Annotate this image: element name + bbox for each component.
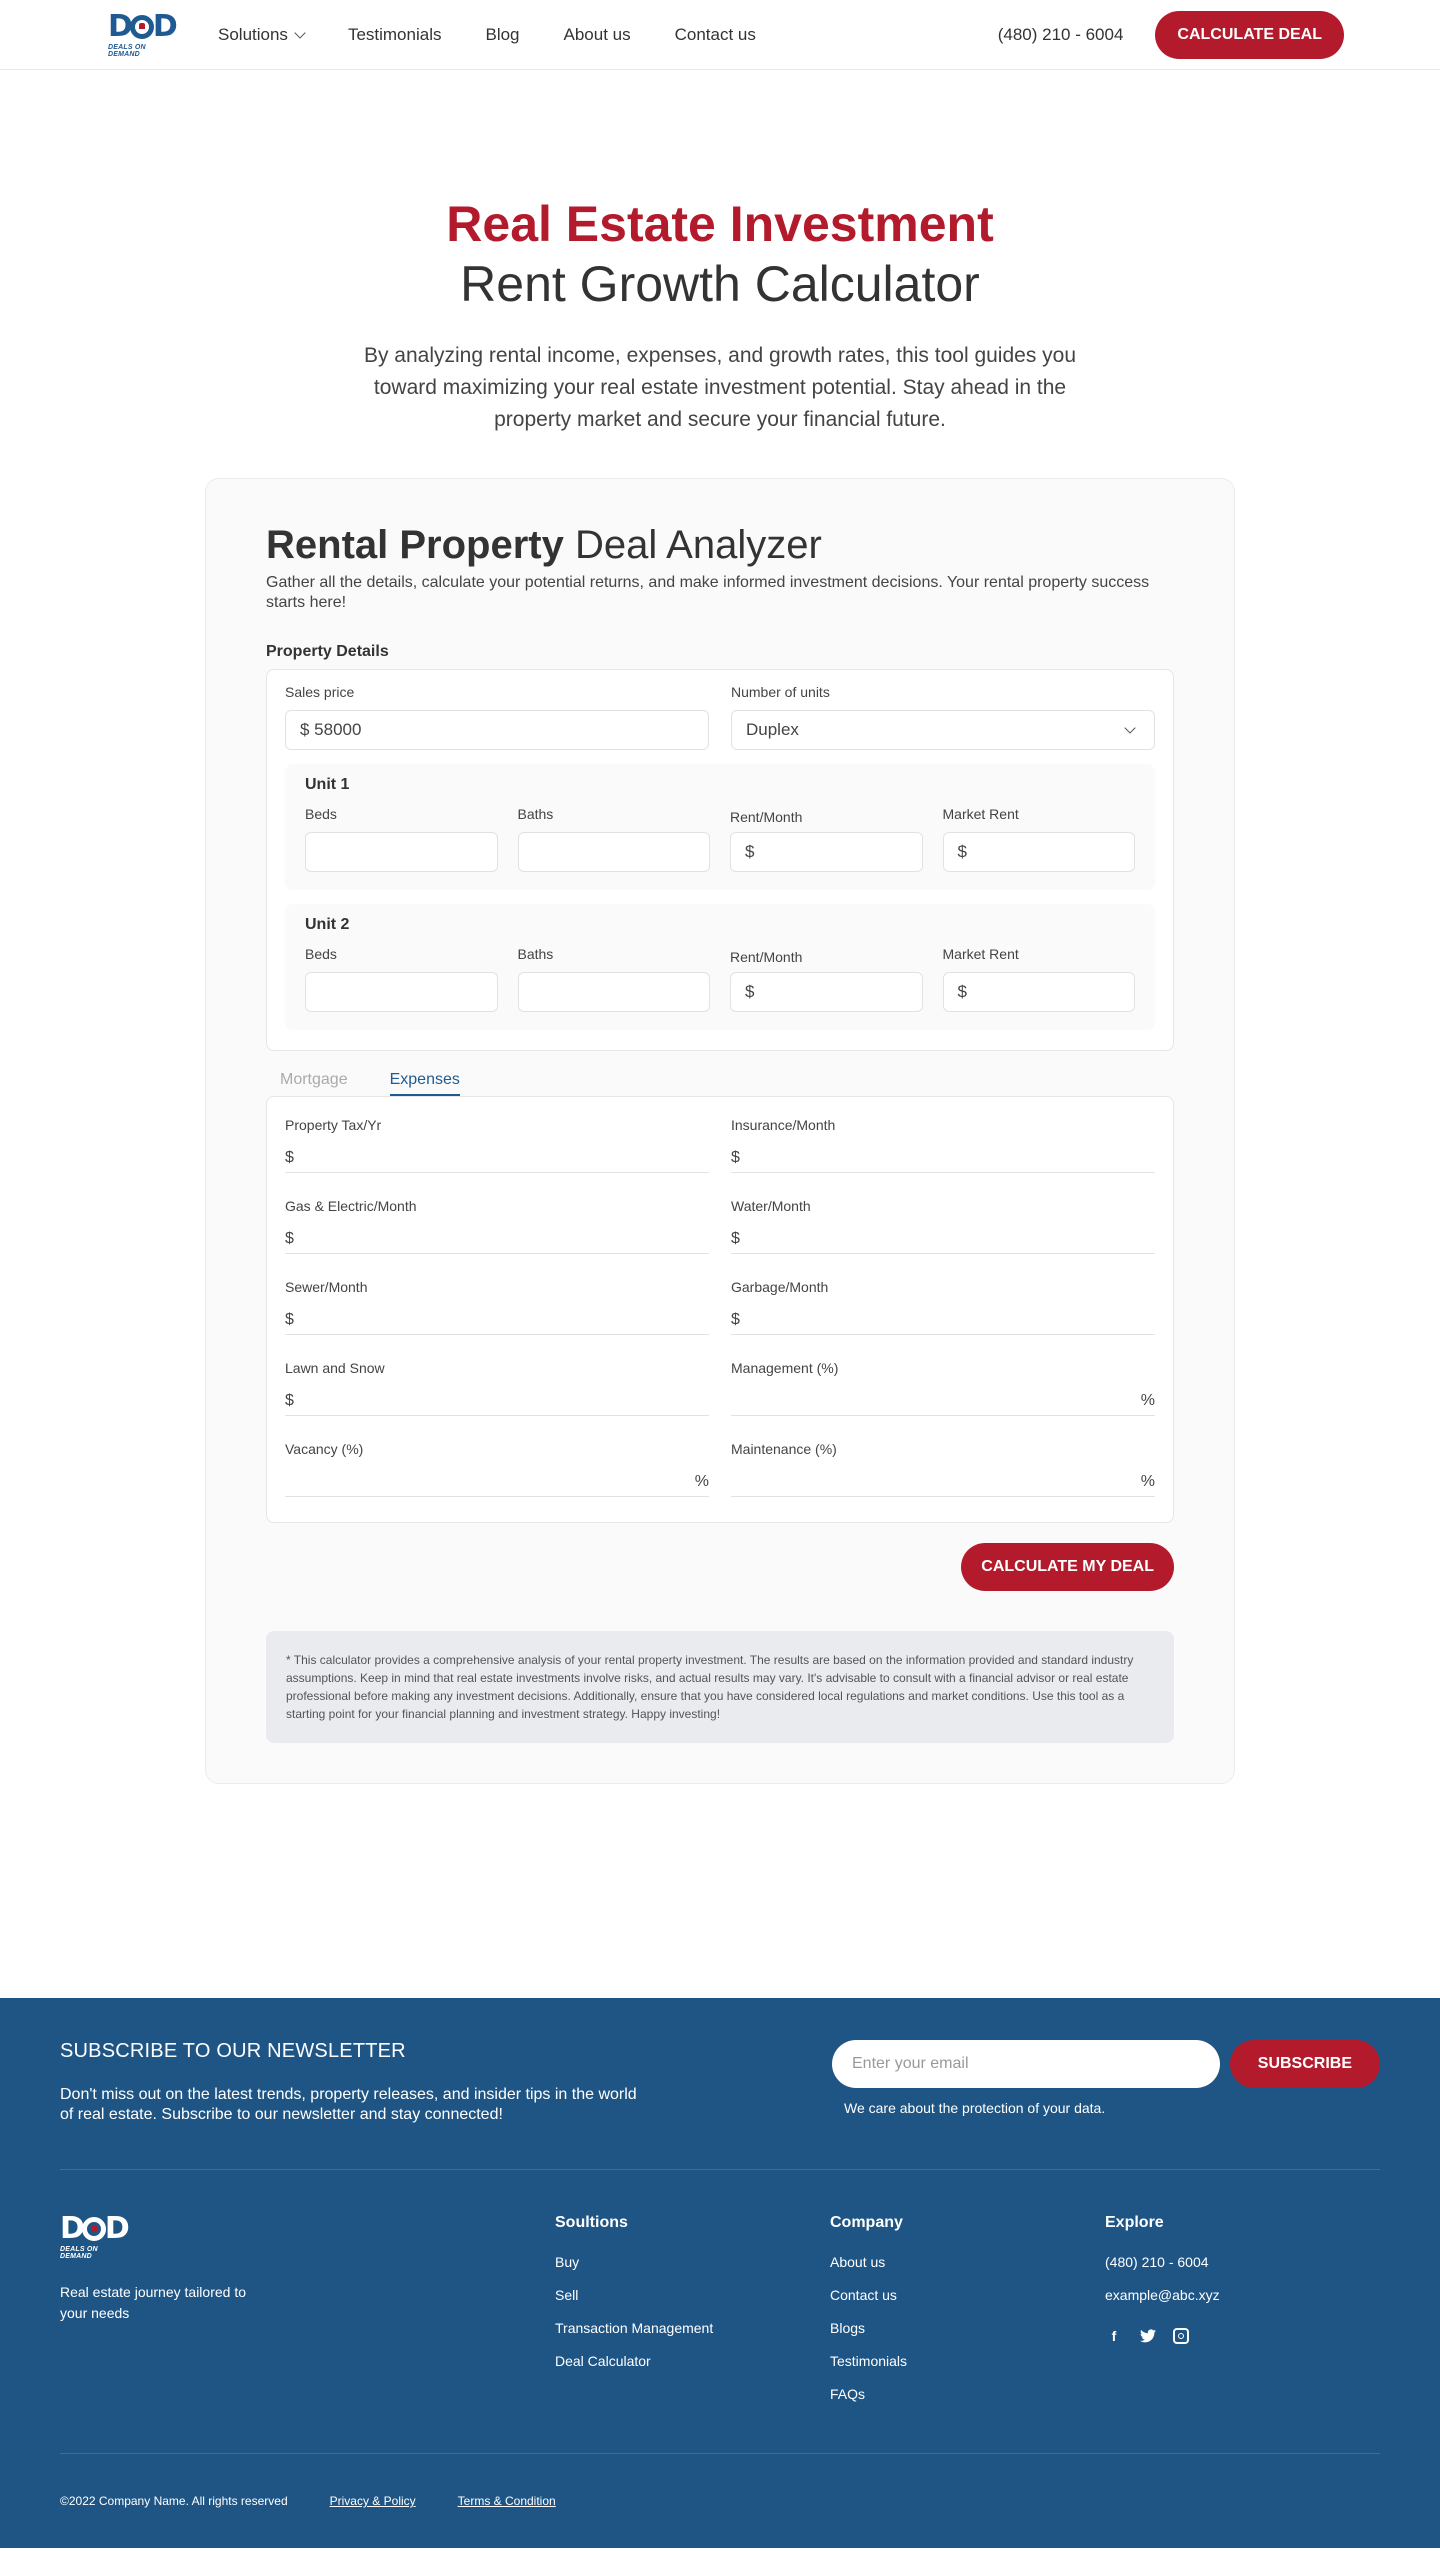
- expense-input[interactable]: [731, 1390, 1155, 1416]
- newsletter-note: We care about the protection of your data.: [844, 2100, 1106, 2116]
- nav-links: [218, 25, 756, 45]
- sales-price-group: [285, 684, 709, 750]
- calculate-deal-button[interactable]: CALCULATE DEAL: [1155, 11, 1344, 59]
- expense-label: Maintenance (%): [731, 1441, 837, 1457]
- unit-card: [285, 904, 1155, 1030]
- logo-tagline: DEALS ON DEMAND: [60, 2246, 98, 2260]
- calculate-my-deal-button[interactable]: CALCULATE MY DEAL: [961, 1543, 1174, 1591]
- expense-field: [285, 1279, 709, 1360]
- expense-prefix: $: [285, 1229, 294, 1247]
- newsletter: [60, 2040, 1380, 2170]
- footer-email[interactable]: example@abc.xyz: [1105, 2287, 1220, 2303]
- footer-link-transaction-management[interactable]: Transaction Management: [555, 2320, 714, 2336]
- logo-mark: D D: [60, 2211, 128, 2246]
- property-details-label: Property Details: [266, 643, 389, 660]
- top-nav: [0, 0, 1440, 70]
- footer-link-blogs[interactable]: Blogs: [830, 2320, 866, 2336]
- rent-input[interactable]: $: [730, 972, 923, 1012]
- analyzer-title-bold: Rental Property: [266, 523, 564, 567]
- expense-field: [731, 1441, 1155, 1522]
- sales-price-label: Sales price: [285, 684, 355, 700]
- expense-suffix: %: [1140, 1472, 1155, 1490]
- footer-explore-title: Explore: [1105, 2214, 1164, 2231]
- analyzer-intro: Gather all the details, calculate your potential returns, and make informed investment decisions. Your rental property success starts here!: [266, 574, 1150, 611]
- sales-price-input[interactable]: $ 58000: [285, 710, 709, 750]
- expense-input[interactable]: [731, 1147, 1155, 1173]
- beds-input[interactable]: [305, 972, 498, 1012]
- title-accent: Real Estate Investment: [446, 196, 994, 252]
- tab-expenses[interactable]: Expenses: [390, 1071, 460, 1096]
- footer-solutions: [555, 2214, 830, 2419]
- expense-input[interactable]: [285, 1147, 709, 1173]
- footer-link-buy[interactable]: Buy: [555, 2254, 580, 2270]
- expense-field: [285, 1360, 709, 1441]
- expense-field: [285, 1198, 709, 1279]
- expense-prefix: $: [731, 1310, 740, 1328]
- expense-input[interactable]: [731, 1309, 1155, 1335]
- beds-label: Beds: [305, 806, 337, 822]
- expense-prefix: $: [731, 1229, 740, 1247]
- baths-input[interactable]: [518, 972, 711, 1012]
- expense-label: Sewer/Month: [285, 1279, 368, 1295]
- expense-label: Insurance/Month: [731, 1117, 836, 1133]
- footer-link-deal-calculator[interactable]: Deal Calculator: [555, 2353, 651, 2369]
- newsletter-email-input[interactable]: Enter your email: [832, 2040, 1220, 2088]
- title-rest: Rent Growth Calculator: [460, 256, 980, 312]
- newsletter-text: Don't miss out on the latest trends, property releases, and insider tips in the world of real estate. Subscribe to our newsletter and stay connected!: [60, 2086, 637, 2123]
- page-title: [400, 194, 1040, 314]
- footer-phone[interactable]: (480) 210 - 6004: [1105, 2254, 1209, 2270]
- footer-link-contact[interactable]: Contact us: [830, 2287, 897, 2303]
- calc-wrap: [266, 1543, 1174, 1591]
- baths-label: Baths: [517, 946, 554, 962]
- footer-logo[interactable]: [60, 2211, 130, 2260]
- footer-link-about[interactable]: About us: [830, 2254, 886, 2270]
- footer-tagline: Real estate journey tailored to your needs: [60, 2284, 246, 2321]
- nav-link-solutions[interactable]: [218, 25, 304, 45]
- expense-field: [285, 1117, 709, 1198]
- rent-input[interactable]: $: [730, 832, 923, 872]
- property-details-box: [266, 669, 1174, 1051]
- copyright-row: [60, 2454, 1380, 2508]
- copyright: ©2022 Company Name. All rights reserved: [60, 2494, 288, 2508]
- twitter-icon[interactable]: [1139, 2327, 1157, 2345]
- unit-title: Unit 2: [305, 916, 350, 933]
- nav-link-testimonials[interactable]: Testimonials: [347, 24, 442, 44]
- footer-explore: [1105, 2214, 1380, 2419]
- units-select[interactable]: [731, 710, 1155, 750]
- footer-company: [830, 2214, 1105, 2419]
- hero-description: By analyzing rental income, expenses, and growth rates, this tool guides you toward maximizing your real estate investment potential. Stay ahead in the property market and secure your financial future.: [363, 344, 1077, 431]
- market-rent-input[interactable]: $: [943, 832, 1136, 872]
- footer: [0, 1998, 1440, 2548]
- chevron-down-icon: [1124, 722, 1135, 733]
- expense-prefix: $: [285, 1148, 294, 1166]
- analyzer-tabs: [266, 1071, 1174, 1096]
- expense-label: Garbage/Month: [731, 1279, 829, 1295]
- expense-prefix: $: [731, 1148, 740, 1166]
- expense-label: Vacancy (%): [285, 1441, 364, 1457]
- footer-company-title: Company: [830, 2214, 903, 2231]
- expense-input[interactable]: [285, 1471, 709, 1497]
- footer-link-sell[interactable]: Sell: [555, 2287, 579, 2303]
- units-label: Number of units: [731, 684, 830, 700]
- analyzer-title: [266, 521, 1174, 569]
- hero: [0, 70, 1440, 436]
- footer-link-testimonials[interactable]: Testimonials: [830, 2353, 908, 2369]
- expense-input[interactable]: [285, 1228, 709, 1254]
- expense-field: [731, 1360, 1155, 1441]
- market-rent-input[interactable]: $: [943, 972, 1136, 1012]
- analyzer-title-rest: Deal Analyzer: [574, 523, 822, 567]
- rent-label: Rent/Month: [730, 949, 803, 965]
- nav-right: [998, 11, 1344, 59]
- units-group: [731, 684, 1155, 750]
- expenses-box: [266, 1096, 1174, 1523]
- deal-analyzer-card: [205, 478, 1235, 1784]
- footer-solutions-title: Soultions: [555, 2214, 628, 2231]
- expense-label: Property Tax/Yr: [285, 1117, 382, 1133]
- nav-link-about[interactable]: About us: [563, 24, 631, 44]
- expense-label: Lawn and Snow: [285, 1360, 385, 1376]
- expense-field: [731, 1117, 1155, 1198]
- units-select-value: Duplex: [746, 720, 799, 739]
- footer-columns: [60, 2170, 1380, 2454]
- social-links: [1105, 2327, 1380, 2345]
- subscribe-button[interactable]: SUBSCRIBE: [1230, 2040, 1380, 2088]
- terms-link[interactable]: Terms & Condition: [457, 2494, 556, 2508]
- tab-mortgage[interactable]: Mortgage: [280, 1071, 348, 1088]
- expense-input[interactable]: [731, 1228, 1155, 1254]
- expense-input[interactable]: [285, 1390, 709, 1416]
- expense-field: [731, 1198, 1155, 1279]
- nav-link-label: Solutions: [218, 24, 288, 44]
- beds-input[interactable]: [305, 832, 498, 872]
- unit-title: Unit 1: [305, 776, 350, 793]
- nav-phone[interactable]: (480) 210 - 6004: [997, 24, 1124, 44]
- expense-input[interactable]: [731, 1471, 1155, 1497]
- expense-label: Water/Month: [731, 1198, 811, 1214]
- logo-tagline: DEALS ON DEMAND: [108, 43, 146, 58]
- rent-label: Rent/Month: [730, 809, 803, 825]
- newsletter-title: SUBSCRIBE TO OUR NEWSLETTER: [60, 2040, 406, 2062]
- disclaimer: * This calculator provides a comprehensive analysis of your rental property investment. The results are based on the information provided and standard industry assumptions. Keep in mind that real estate investments involve risks, and actual results may vary. It's advisable to consult with a financial advisor or real estate professional before making any investment decisions. Additionally, ensure that you have considered local regulations and market conditions. Use this tool as a starting point for your financial planning and investment strategy. Happy investing!: [266, 1631, 1174, 1743]
- instagram-icon[interactable]: [1173, 2328, 1189, 2344]
- expense-suffix: %: [1140, 1391, 1155, 1409]
- chevron-down-icon: [294, 27, 305, 38]
- baths-label: Baths: [517, 806, 554, 822]
- expense-label: Management (%): [731, 1360, 839, 1376]
- logo[interactable]: [108, 8, 178, 58]
- nav-link-blog[interactable]: Blog: [485, 24, 520, 44]
- expense-prefix: $: [285, 1391, 294, 1409]
- expense-field: [285, 1441, 709, 1522]
- expense-input[interactable]: [285, 1309, 709, 1335]
- market-rent-label: Market Rent: [942, 946, 1019, 962]
- privacy-policy-link[interactable]: Privacy & Policy: [329, 2494, 416, 2508]
- baths-input[interactable]: [518, 832, 711, 872]
- beds-label: Beds: [305, 946, 337, 962]
- expense-suffix: %: [694, 1472, 709, 1490]
- market-rent-label: Market Rent: [942, 806, 1019, 822]
- nav-link-contact[interactable]: Contact us: [674, 24, 756, 44]
- logo-mark: D D: [108, 8, 176, 44]
- expense-prefix: $: [285, 1310, 294, 1328]
- facebook-icon[interactable]: f: [1111, 2328, 1117, 2344]
- unit-card: [285, 764, 1155, 890]
- expense-field: [731, 1279, 1155, 1360]
- expenses-grid: [285, 1117, 1155, 1522]
- footer-link-faqs[interactable]: FAQs: [830, 2386, 866, 2402]
- expense-label: Gas & Electric/Month: [285, 1198, 417, 1214]
